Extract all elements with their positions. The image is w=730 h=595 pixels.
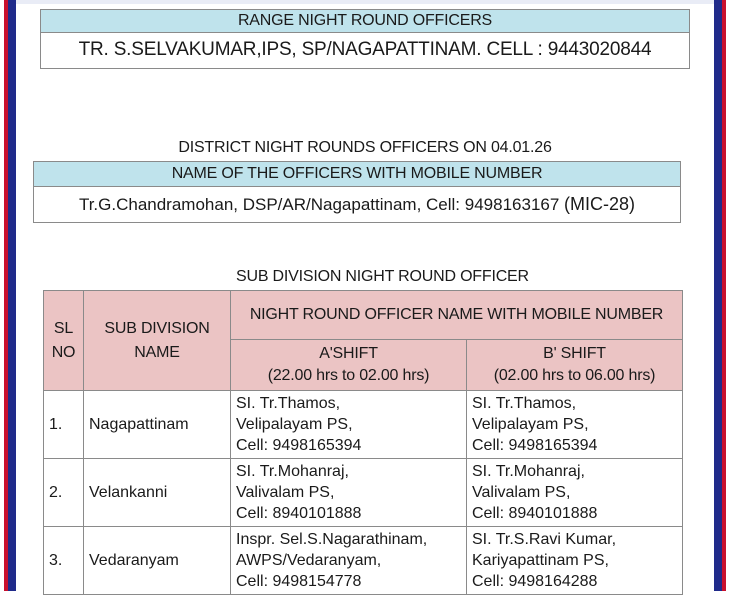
b-shift-label: B' SHIFT (543, 345, 606, 362)
row-a-shift-officer (231, 391, 467, 459)
row-sl: 2. (44, 459, 84, 527)
district-officer-line (34, 187, 680, 222)
row-subdivision-name: Velankanni (84, 459, 231, 527)
officer-line: Cell: 9498154778 (236, 573, 362, 590)
officer-line: SI. Tr.Mohanraj, (472, 463, 585, 480)
officer-line: Valivalam PS, (472, 484, 571, 501)
officer-line: SI. Tr.S.Ravi Kumar, (472, 531, 617, 548)
district-officer-box (33, 161, 681, 223)
row-a-shift-officer (231, 527, 467, 595)
officer-line: Cell: 8940101888 (472, 505, 598, 522)
subdivision-title: SUB DIVISION NIGHT ROUND OFFICER (236, 268, 529, 285)
header-b-shift (467, 340, 683, 391)
district-officer-text: Tr.G.Chandramohan, DSP/AR/Nagapattinam, Cell: 9498163167 (78, 195, 560, 214)
row-b-shift-officer (467, 391, 683, 459)
header-a-shift (231, 340, 467, 391)
officer-line: SI. Tr.Thamos, (236, 395, 341, 412)
range-officer-text: TR. S.SELVAKUMAR,IPS, SP/NAGAPATTINAM. CELL : 9443020844 (78, 39, 652, 60)
row-b-shift-officer (467, 459, 683, 527)
district-header: NAME OF THE OFFICERS WITH MOBILE NUMBER (34, 162, 680, 187)
table-row (44, 459, 683, 527)
officer-line: SI. Tr.Mohanraj, (236, 463, 349, 480)
officer-line: AWPS/Vedaranyam, (236, 552, 382, 569)
header-sl-no (44, 291, 84, 391)
row-subdivision-name: Vedaranyam (84, 527, 231, 595)
officer-line: Kariyapattinam PS, (472, 552, 609, 569)
table-row (44, 527, 683, 595)
officer-line: Valivalam PS, (236, 484, 335, 501)
right-border (714, 0, 726, 591)
subdivision-table (43, 290, 683, 595)
b-shift-time: (02.00 hrs to 06.00 hrs) (493, 367, 656, 384)
officer-line: Cell: 9498164288 (472, 573, 598, 590)
officer-line: Inspr. Sel.S.Nagarathinam, (236, 531, 428, 548)
range-officer-box (40, 9, 690, 69)
row-sl: 3. (44, 527, 84, 595)
officer-line: SI. Tr.Thamos, (472, 395, 577, 412)
left-border (4, 0, 16, 591)
officer-line: Velipalayam PS, (472, 416, 589, 433)
officer-line: Cell: 8940101888 (236, 505, 362, 522)
a-shift-label: A'SHIFT (319, 345, 378, 362)
header-subdivision-name (84, 291, 231, 391)
row-subdivision-name: Nagapattinam (84, 391, 231, 459)
header-officer-main: NIGHT ROUND OFFICER NAME WITH MOBILE NUMBER (231, 291, 683, 340)
row-a-shift-officer (231, 459, 467, 527)
officer-line: Velipalayam PS, (236, 416, 353, 433)
table-row (44, 391, 683, 459)
district-title: DISTRICT NIGHT ROUNDS OFFICERS ON 04.01.26 (178, 139, 552, 156)
header-sl-no-text: SL NO (51, 319, 76, 361)
row-b-shift-officer (467, 527, 683, 595)
a-shift-time: (22.00 hrs to 02.00 hrs) (267, 367, 430, 384)
officer-line: Cell: 9498165394 (472, 437, 598, 454)
top-strip (16, 0, 714, 4)
header-subdivision-name-text: SUB DIVISION NAME (104, 319, 210, 361)
officer-line: Cell: 9498165394 (236, 437, 362, 454)
row-sl: 1. (44, 391, 84, 459)
range-header: RANGE NIGHT ROUND OFFICERS (41, 10, 689, 33)
district-mic-code: (MIC-28) (564, 194, 636, 214)
